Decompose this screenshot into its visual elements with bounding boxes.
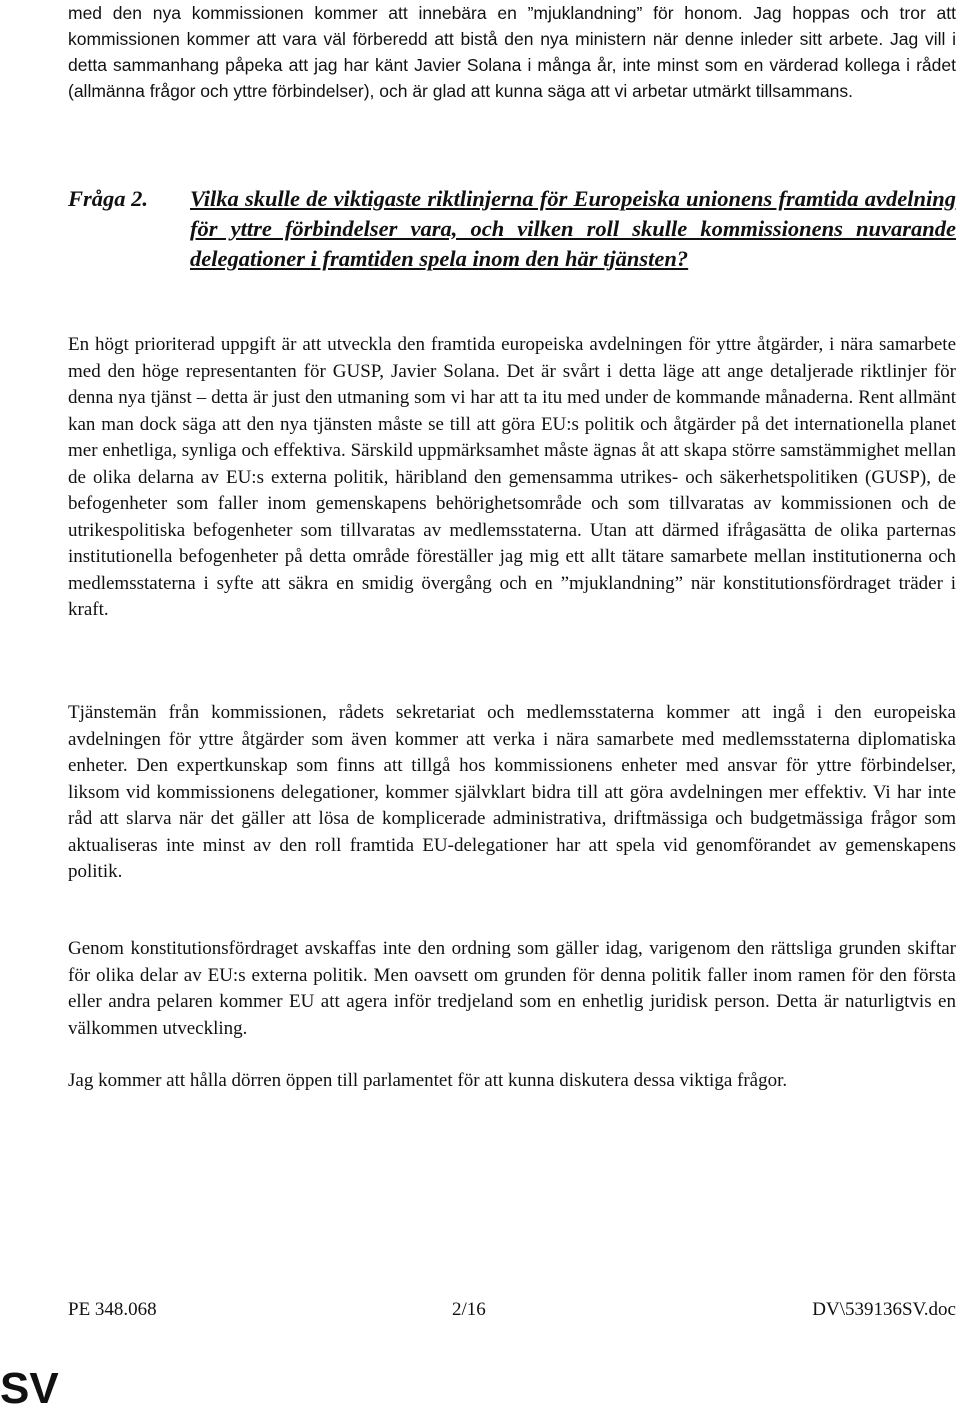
question-block — [68, 184, 956, 274]
answer-paragraph-1: En högt prioriterad uppgift är att utveckla den framtida europeiska avdelningen för yttre åtgärder, i nära samarbete med den höge representanten för GUSP, Javier Solana. Det är svårt i detta läge att ange detaljerade riktlinjer för denna nya tjänst – detta är just den utmaning som vi har att ta itu med under de kommande månaderna. Rent allmänt kan man dock säga att den nya tjänsten måste se till att göra EU:s politik och åtgärder på det internationella planet mer enhetliga, synliga och effektiva. Särskild uppmärksamhet måste ägnas åt att skapa större samstämmighet mellan de olika delarna av EU:s externa politik, häribland den gemensamma utrikes- och säkerhetspolitiken (GUSP), de befogenheter som faller inom gemenskapens behörighetsområde och som tillvaratas av kommissionen och de utrikespolitiska befogenheter som tillvaratas av medlemsstaterna. Utan att därmed ifrågasätta de olika parternas institutionella befogenheter på detta område föreställer jag mig ett allt tätare samarbete mellan institutionerna och medlemsstaterna i syfte att säkra en smidig övergång och en ”mjuklandning” när konstitutionsfördraget träder i kraft. — [68, 334, 956, 620]
intro-paragraph: med den nya kommissionen kommer att innebära en ”mjuklandning” för honom. Jag hoppas och tror att kommissionen kommer att vara väl förberedd att bistå den nya ministern när denne inleder sitt arbete. Jag vill i detta sammanhang påpeka att jag har känt Javier Solana i många år, inte minst som en värderad kollega i rådet (allmänna frågor och yttre förbindelser), och är glad att kunna säga att vi arbetar utmärkt tillsammans. — [68, 3, 956, 101]
language-code: SV — [0, 1364, 59, 1413]
question-label: Fråga 2. — [68, 186, 149, 211]
footer-reference: PE 348.068 — [68, 1299, 157, 1320]
page-footer — [68, 1299, 956, 1325]
answer-paragraph-3: Genom konstitutionsfördraget avskaffas inte den ordning som gäller idag, varigenom den rättsliga grunden skiftar för olika delar av EU:s externa politik. Men oavsett om grunden för denna politik faller inom ramen för den första eller andra pelaren kommer EU att agera inför tredjeland som en enhetlig juridisk person. Detta är naturligtvis en välkommen utveckling. — [68, 938, 956, 1039]
footer-filename: DV\539136SV.doc — [812, 1299, 956, 1320]
answer-paragraph-4: Jag kommer att hålla dörren öppen till parlamentet för att kunna diskutera dessa viktiga frågor. — [68, 1070, 788, 1091]
question-text: Vilka skulle de viktigaste riktlinjerna för Europeiska unionens framtida avdelning för yttre förbindelser vara, och vilken roll skulle kommissionens nuvarande delegationer i framtiden spela inom den här tjänsten? — [190, 186, 956, 271]
answer-paragraph-2: Tjänstemän från kommissionen, rådets sekretariat och medlemsstaterna kommer att ingå i den europeiska avdelningen för yttre åtgärder som även kommer att verka i nära samarbete med medlemsstaterna diplomatiska enheter. Den expertkunskap som finns att tillgå hos kommissionens enheter med ansvar för yttre förbindelser, liksom vid kommissionens delegationer, kommer självklart bidra till att göra avdelningen mer effektiv. Vi har inte råd att slarva när det gäller att lösa de komplicerade administrativa, driftmässiga och budgetmässiga frågor som aktualiseras inte minst av den roll framtida EU-delegationer har att spela vid genomförandet av gemenskapens politik. — [68, 702, 956, 882]
footer-page-number: 2/16 — [452, 1299, 486, 1320]
